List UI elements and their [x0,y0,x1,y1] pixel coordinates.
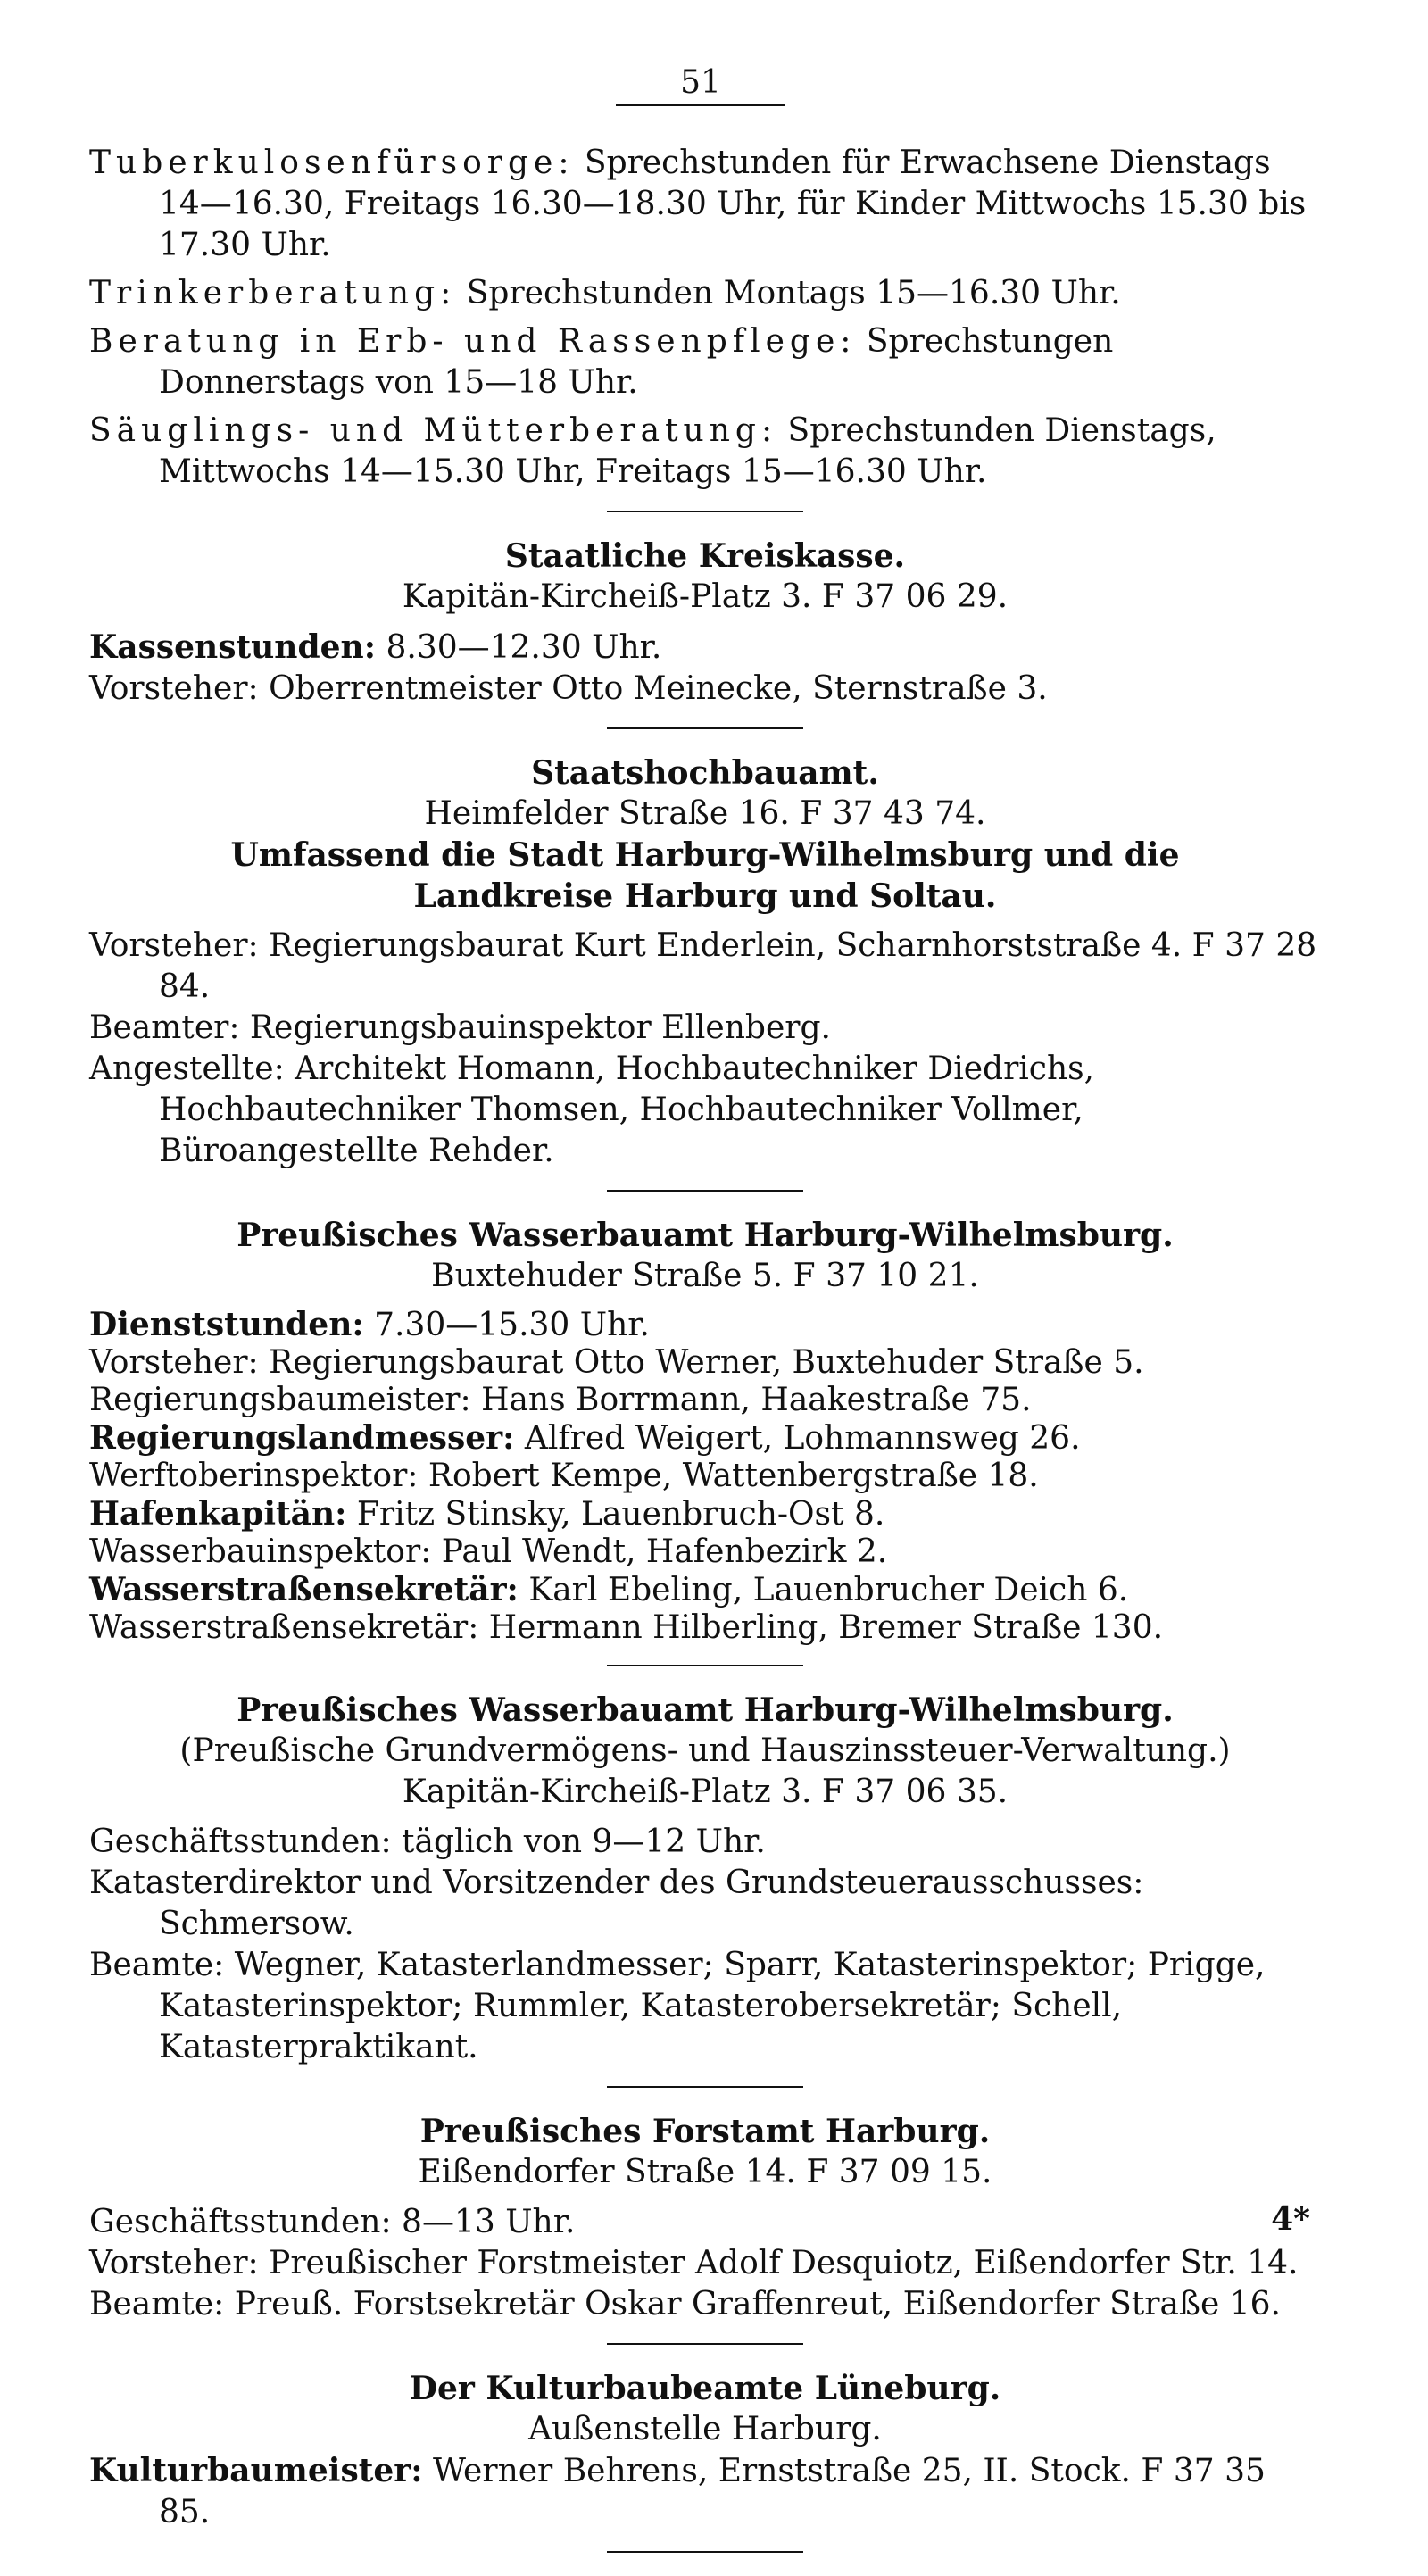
section-divider [607,1190,803,1192]
entry-text: 8—13 Uhr. [402,2204,576,2240]
entry-line [89,2284,1321,2325]
entry-line [89,1344,1321,1382]
section-title: Der Kulturbaubeamte Lüneburg. [409,2370,1001,2407]
entry-text: Alfred Weigert, Lohmannsweg 26. [524,1420,1081,1457]
entry-text: Sprechstungen Donnerstags von 15—18 Uhr. [159,323,1114,401]
entry-label: Vorsteher: [89,670,259,707]
entry-text: Sprechstunden für Erwachsene Dienstags 14—16.30, Freitags 16.30—18.30 Uhr, für Kinder Mittwochs 15.30 bis 17.30 Uhr. [159,145,1307,263]
entry-text: 7.30—15.30 Uhr. [374,1307,650,1343]
intro-entry [89,321,1321,403]
entry-text: Architekt Homann, Hochbautechniker Diedrichs, Hochbautechniker Thomsen, Hochbautechniker Vollmer, Büroangestellte Rehder. [159,1051,1095,1169]
entry-line [89,1945,1321,2068]
signature-mark: 4* [1271,2200,1310,2238]
entry-text: Fritz Stinsky, Lauenbruch-Ost 8. [356,1496,885,1533]
entry-label: Geschäftsstunden: [89,1824,392,1860]
entry-text: Karl Ebeling, Lauenbrucher Deich 6. [528,1572,1129,1608]
entry-label: Beamte: [89,2286,225,2323]
page-number: 51 [680,64,721,101]
section-kreiskasse [89,536,1321,710]
intro-entry [89,273,1321,314]
entry-line [89,2202,1321,2243]
entry-label: Vorsteher: [89,1344,259,1381]
entry-label: Geschäftsstunden: [89,2204,392,2240]
section-forstamt [89,2111,1321,2325]
intro-entry [89,143,1321,266]
entry-text: 8.30—12.30 Uhr. [386,629,662,666]
entry-text: Sprechstunden Dienstags, Mittwochs 14—15.30 Uhr, Freitags 15—16.30 Uhr. [159,412,1216,490]
entry-text: Hermann Hilberling, Bremer Straße 130. [488,1609,1164,1646]
entry-label: Angestellte: [89,1051,285,1087]
entry-label: Vorsteher: [89,927,259,964]
entry-text: Preuß. Forstsekretär Oskar Graffenreut, Eißendorfer Straße 16. [234,2286,1281,2323]
entry-label: Tuberkulosenfürsorge: [89,145,575,181]
section-address: Außenstelle Harburg. [528,2411,882,2447]
entry-text: Regierungsbauinspektor Ellenberg. [249,1010,831,1046]
section-kataster [89,1690,1321,2068]
entry-line [89,1306,1321,1344]
section-divider [607,2551,803,2553]
entry-text: Hans Borrmann, Haakestraße 75. [481,1382,1032,1418]
entry-text: Regierungsbaurat Otto Werner, Buxtehuder Straße 5. [269,1344,1144,1381]
entry-label: Wasserbauinspektor: [89,1533,432,1570]
entry-text: täglich von 9—12 Uhr. [402,1824,766,1860]
entry-text: Schmersow. [159,1906,354,1942]
section-wasserbauamt [89,1215,1321,1647]
entry-line [89,669,1321,710]
entry-line [89,627,1321,669]
entry-text: Paul Wendt, Hafenbezirk 2. [441,1533,888,1570]
section-title: Preußisches Wasserbauamt Harburg-Wilhelmsburg. [237,1217,1174,1254]
entry-line [89,1008,1321,1049]
entry-label: Säuglings- und Mütterberatung: [89,412,778,449]
entry-label: Kulturbaumeister: [89,2452,423,2489]
entry-text: Werner Behrens, Ernststraße 25, II. Stock. F 37 35 85. [159,2453,1266,2530]
entry-text: Regierungsbaurat Kurt Enderlein, Scharnhorststraße 4. F 37 28 84. [159,927,1317,1005]
section-title: Staatliche Kreiskasse. [504,537,906,575]
entry-line [89,1609,1321,1647]
entry-line [89,1822,1321,1863]
entry-label: Wasserstraßensekretär: [89,1571,519,1608]
entry-line [89,1049,1321,1172]
entry-line [89,2450,1321,2533]
section-divider [607,727,803,729]
entry-label: Regierungsbaumeister: [89,1382,471,1418]
entry-line [89,2243,1321,2284]
entry-label: Katasterdirektor und Vorsitzender des Grundsteuerausschusses: [89,1865,1144,1901]
section-address: Buxtehuder Straße 5. F 37 10 21. [431,1258,979,1294]
entry-line [89,1533,1321,1571]
entry-label: Wasserstraßensekretär: [89,1609,479,1646]
entry-label: Beamter: [89,1010,240,1046]
entry-label: Trinkerberatung: [89,275,457,312]
entry-line [89,1495,1321,1533]
page-content [89,143,1321,2576]
entry-line [89,926,1321,1008]
section-subtitle: (Preußische Grundvermögens- und Hauszinssteuer-Verwaltung.) [179,1733,1231,1769]
entry-line [89,1571,1321,1609]
entry-line [89,1419,1321,1458]
section-divider [607,511,803,512]
section-title: Staatshochbauamt. [531,754,879,792]
page-number-rule [616,104,785,106]
entry-label: Vorsteher: [89,2245,259,2281]
entry-label: Beamte: [89,1947,225,1983]
section-divider [607,2086,803,2088]
entry-label: Regierungslandmesser: [89,1419,515,1457]
section-divider [607,1665,803,1666]
entry-label: Kassenstunden: [89,628,377,666]
entry-text: Wegner, Katasterlandmesser; Sparr, Katasterinspektor; Prigge, Katasterinspektor; Rummler, Katasterobersekretär; Schell, Katasterpraktikant. [159,1947,1266,2065]
section-scope: Umfassend die Stadt Harburg-Wilhelmsburg und die Landkreise Harburg und Soltau. [230,836,1180,915]
entry-label: Dienststunden: [89,1306,364,1343]
entry-label: Werftoberinspektor: [89,1458,419,1494]
intro-section [89,143,1321,493]
entry-text: Preußischer Forstmeister Adolf Desquiotz, Eißendorfer Str. 14. [269,2245,1299,2281]
section-title: Preußisches Wasserbauamt Harburg-Wilhelmsburg. [237,1691,1174,1729]
entry-line [89,1863,1321,1945]
section-divider [607,2343,803,2345]
entry-text: Sprechstunden Montags 15—16.30 Uhr. [466,275,1121,312]
entry-line [89,1382,1321,1419]
entry-text: Robert Kempe, Wattenbergstraße 18. [428,1458,1039,1494]
section-title: Preußisches Forstamt Harburg. [419,2113,991,2150]
entry-line [89,1458,1321,1495]
section-kulturbau [89,2368,1321,2533]
entry-text: Oberrentmeister Otto Meinecke, Sternstraße 3. [269,670,1048,707]
section-address: Heimfelder Straße 16. F 37 43 74. [424,795,986,832]
entry-label: Hafenkapitän: [89,1495,347,1533]
entry-label: Beratung in Erb- und Rassenpflege: [89,323,857,360]
intro-entry [89,411,1321,493]
section-hochbauamt [89,752,1321,1172]
section-address: Eißendorfer Straße 14. F 37 09 15. [418,2154,992,2190]
section-address: Kapitän-Kircheiß-Platz 3. F 37 06 35. [402,1774,1009,1810]
section-address: Kapitän-Kircheiß-Platz 3. F 37 06 29. [402,578,1009,615]
